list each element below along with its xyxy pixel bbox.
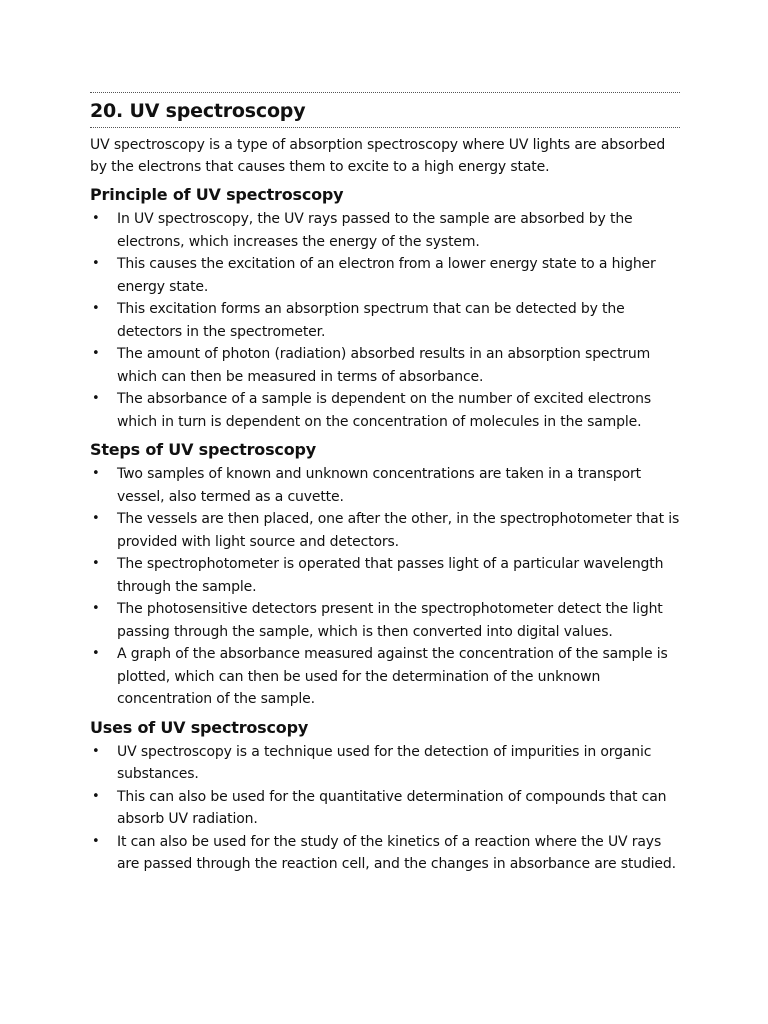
list-item (90, 298, 680, 343)
bullet-icon: • (92, 301, 100, 316)
list-item (90, 253, 680, 298)
list-item (90, 598, 680, 643)
list-item (90, 388, 680, 433)
list-item-text: This causes the excitation of an electron from a lower energy state to a higher energy state. (117, 256, 656, 295)
bullet-icon: • (92, 556, 100, 571)
list-item (90, 208, 680, 253)
list-item-text: It can also be used for the study of the kinetics of a reaction where the UV rays are passed through the reaction cell, and the changes in absorbance are studied. (117, 833, 676, 872)
bullet-icon: • (92, 256, 100, 271)
list-item-text: In UV spectroscopy, the UV rays passed to the sample are absorbed by the electrons, which increases the energy of the system. (117, 211, 633, 250)
bullet-icon: • (92, 346, 100, 361)
list-item (90, 463, 680, 508)
section-heading: Steps of UV spectroscopy (90, 440, 316, 459)
section-principle (90, 184, 680, 433)
list-item-text: UV spectroscopy is a technique used for the detection of impurities in organic substances. (117, 743, 652, 782)
list-item (90, 786, 680, 831)
list-item (90, 831, 680, 876)
bullet-icon: • (92, 833, 100, 849)
list-item (90, 741, 680, 786)
list-item-text: This can also be used for the quantitative determination of compounds that can absorb UV radiation. (117, 788, 667, 827)
list-item-text: The amount of photon (radiation) absorbed results in an absorption spectrum which can then be measured in terms of absorbance. (117, 346, 651, 385)
bullet-icon: • (92, 743, 100, 759)
bullet-icon: • (92, 601, 100, 616)
bullet-icon: • (92, 391, 100, 406)
list-item-text: A graph of the absorbance measured against the concentration of the sample is plotted, which can then be used for the determination of the unknown concentration of the sample. (117, 646, 668, 707)
bullet-list (90, 208, 680, 433)
bullet-icon: • (92, 466, 100, 481)
list-item (90, 508, 680, 553)
list-item-text: The vessels are then placed, one after the other, in the spectrophotometer that is provided with light source and detectors. (117, 511, 680, 550)
list-item (90, 643, 680, 711)
list-item-text: Two samples of known and unknown concentrations are taken in a transport vessel, also termed as a cuvette. (117, 466, 642, 505)
list-item-text: The photosensitive detectors present in the spectrophotometer detect the light passing through the sample, which is then converted into digital values. (117, 601, 663, 640)
bullet-icon: • (92, 211, 100, 226)
bullet-list (90, 741, 680, 876)
section-steps (90, 439, 680, 711)
page-title: 20. UV spectroscopy (90, 100, 306, 122)
list-item-text: The absorbance of a sample is dependent on the number of excited electrons which in turn is dependent on the concentration of molecules in the sample. (117, 391, 651, 430)
list-item-text: This excitation forms an absorption spectrum that can be detected by the detectors in the spectrometer. (117, 301, 625, 340)
list-item-text: The spectrophotometer is operated that passes light of a particular wavelength through the sample. (117, 556, 664, 595)
list-item (90, 343, 680, 388)
intro-paragraph: UV spectroscopy is a type of absorption spectroscopy where UV lights are absorbed by the electrons that causes them to excite to a high energy state. (90, 137, 666, 175)
bullet-list (90, 463, 680, 711)
top-divider (90, 92, 680, 93)
section-heading: Principle of UV spectroscopy (90, 185, 344, 204)
list-item (90, 553, 680, 598)
bullet-icon: • (92, 646, 100, 661)
bullet-icon: • (92, 511, 100, 526)
title-divider (90, 127, 680, 128)
bullet-icon: • (92, 788, 100, 804)
section-uses (90, 717, 680, 876)
section-heading: Uses of UV spectroscopy (90, 717, 309, 737)
document-page (90, 92, 680, 876)
